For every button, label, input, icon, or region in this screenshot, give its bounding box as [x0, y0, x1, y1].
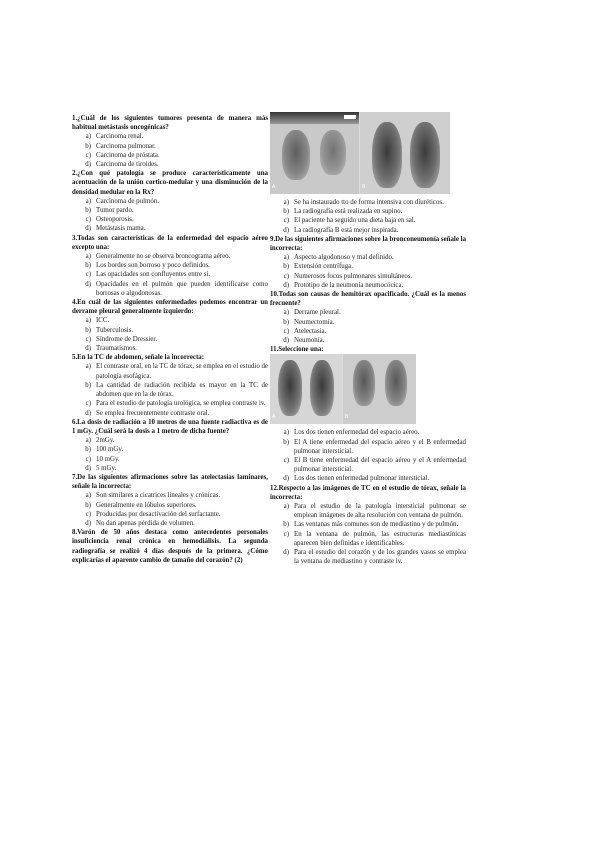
option-text: El B tiene enfermedad del espacio aéreo y el A enfermedad pulmonar intersticial. — [294, 457, 466, 474]
image-label: A — [272, 183, 276, 190]
option-letter: c) — [283, 327, 289, 335]
image-label: B — [362, 183, 366, 190]
option-d — [72, 344, 268, 353]
option-d — [72, 224, 268, 233]
option-d — [270, 336, 466, 345]
option-letter: d) — [283, 475, 289, 483]
option-b — [72, 445, 268, 454]
option-b — [270, 262, 466, 271]
option-b — [72, 381, 268, 399]
option-letter: a) — [283, 309, 289, 317]
option-text: Las opacidades son confluyentes entre sí. — [96, 271, 211, 279]
question-8-options — [270, 198, 466, 235]
option-letter: c) — [85, 335, 91, 343]
option-letter: d) — [85, 519, 91, 527]
xray-image-q11 — [270, 354, 416, 424]
option-c — [72, 510, 268, 519]
option-c — [72, 151, 268, 160]
option-b — [270, 318, 466, 327]
xray-pane-b — [343, 354, 416, 424]
option-letter: a) — [85, 133, 91, 141]
question-text: 6.La dosis de radiación a 10 metros de una fuente radiactiva es de 1 mGy. ¿Cuál será la dosis a 1 metro de dicha fuente? — [72, 418, 268, 435]
question-4 — [72, 298, 268, 353]
right-column — [270, 114, 466, 567]
question-text: 9.De las siguientes afirmaciones sobre la bronconeumonía señale la incorrecta: — [270, 235, 466, 253]
option-text: La radiografía B está mejor inspirada. — [294, 226, 399, 234]
option-d — [72, 519, 268, 528]
option-text: Carcinoma de próstata. — [96, 151, 160, 159]
option-b — [72, 206, 268, 215]
option-letter: d) — [85, 464, 91, 472]
option-text: Carcinoma de pulmón. — [96, 197, 159, 205]
option-text: Para el estudio del corazón y de los grandes vasos se emplea la ventana de mediastino y contraste iv. — [294, 549, 466, 566]
option-text: Numerosos focos pulmonares simultáneos. — [294, 272, 413, 280]
option-text: Se emplea frecuentemente contraste oral. — [96, 409, 210, 417]
option-letter: d) — [85, 225, 91, 233]
option-letter: b) — [283, 208, 289, 216]
xray-pane-b — [360, 112, 450, 194]
option-a — [72, 197, 268, 206]
option-text: El paciente ha seguido una dieta baja en sal. — [294, 217, 416, 225]
option-letter: d) — [85, 345, 91, 353]
option-text: Neumectomía. — [294, 318, 335, 326]
option-a — [270, 198, 466, 207]
question-text: 1.¿Cuál de los siguientes tumores presenta de manera más habitual metástasis oncogénicas? — [72, 115, 268, 132]
option-text: Metástasis mama. — [96, 225, 146, 233]
option-letter: d) — [85, 161, 91, 169]
option-c — [72, 455, 268, 464]
option-b — [72, 501, 268, 510]
option-c — [72, 335, 268, 344]
option-c — [72, 399, 268, 408]
option-text: Producidas por desactivación del surfactante. — [96, 510, 221, 518]
option-text: Los dos tienen enfermedad pulmonar intersticial. — [294, 475, 430, 483]
option-text: Tuberculosis. — [96, 326, 134, 334]
xray-image-q8 — [270, 112, 450, 194]
option-a — [72, 362, 268, 380]
option-text: Atelectasia. — [294, 327, 327, 335]
option-b — [72, 261, 268, 270]
image-label: B — [345, 414, 349, 421]
option-text: Opacidades en el pulmón que pueden identificarse como borrosas o algodonosas. — [96, 280, 268, 297]
option-letter: c) — [283, 217, 289, 225]
option-letter: a) — [283, 254, 289, 262]
option-text: Extensión centrífuga. — [294, 263, 353, 271]
option-letter: b) — [283, 438, 289, 446]
option-text: 5 mGy. — [96, 464, 117, 472]
option-text: Generalmente en lóbulos superiores. — [96, 501, 197, 509]
option-text: Los dos tienen enfermedad del espacio aéreo. — [294, 429, 420, 437]
question-text: 11.Seleccione una: — [270, 346, 324, 354]
question-text: 7.De las siguientes afirmaciones sobre las atelectasias laminares, señale la incorrecta: — [72, 473, 268, 491]
option-letter: b) — [283, 318, 289, 326]
option-a — [72, 132, 268, 141]
option-b — [270, 520, 466, 529]
option-letter: a) — [85, 253, 91, 261]
option-letter: d) — [85, 280, 91, 288]
option-a — [270, 428, 466, 437]
option-text: El contraste oral, en la TC de tórax, se emplea en el estudio de patología esofágica. — [96, 363, 268, 380]
option-d — [72, 409, 268, 418]
question-11 — [270, 345, 466, 483]
option-letter: b) — [85, 142, 91, 150]
option-letter: d) — [283, 281, 289, 289]
option-c — [72, 215, 268, 224]
option-d — [270, 226, 466, 235]
option-letter: b) — [85, 262, 91, 270]
option-letter: a) — [283, 503, 289, 511]
question-6 — [72, 418, 268, 473]
option-d — [270, 548, 466, 566]
option-letter: d) — [283, 226, 289, 234]
option-text: En la ventana de pulmón, las estructuras mediastínicas aparecen bien definidas e identificables. — [294, 530, 466, 547]
question-7 — [72, 473, 268, 528]
option-letter: d) — [283, 549, 289, 557]
question-text: 12.Respecto a las imágenes de TC en el estudio de tórax, señale la incorrecta: — [270, 484, 466, 501]
option-text: ICC. — [96, 317, 110, 325]
option-text: Son similares a cicatrices lineales y crónicas. — [96, 492, 221, 500]
option-d — [72, 464, 268, 473]
question-text: 3.Todas son características de la enfermedad del espacio aéreo excepto una: — [72, 234, 268, 251]
option-c — [270, 456, 466, 474]
image-label: A — [272, 414, 276, 421]
question-text: 2.¿Con qué patología se produce característicamente una acentuación de la unión cortico-medular y una disminución de la densidad medular en la Rx? — [72, 170, 268, 196]
option-a — [72, 491, 268, 500]
option-letter: c) — [283, 272, 289, 280]
option-text: Neumonía. — [294, 337, 325, 345]
option-letter: c) — [85, 510, 91, 518]
option-d — [270, 474, 466, 483]
option-text: Las ventanas más comunes son de mediastino y de pulmón. — [294, 521, 459, 529]
option-text: La radiografía está realizada en supino. — [294, 208, 403, 216]
option-a — [270, 502, 466, 520]
question-3 — [72, 234, 268, 298]
option-letter: a) — [283, 429, 289, 437]
option-text: Para el estudio de patología urológica, se emplea contraste iv. — [96, 400, 266, 408]
option-text: Derrame pleural. — [294, 309, 341, 317]
option-letter: a) — [85, 317, 91, 325]
question-12 — [270, 484, 466, 567]
option-letter: b) — [85, 326, 91, 334]
option-d — [270, 281, 466, 290]
option-letter: d) — [85, 409, 91, 417]
option-letter: c) — [85, 151, 91, 159]
option-a — [72, 316, 268, 325]
question-text: 10.Todas son causas de hemitórax opacificado. ¿Cuál es la menos frecuente? — [270, 291, 466, 308]
option-letter: b) — [283, 521, 289, 529]
question-9 — [270, 235, 466, 290]
option-text: Osteoporosis. — [96, 216, 134, 224]
question-1 — [72, 114, 268, 169]
option-text: No dan apenas pérdida de volumen. — [96, 519, 195, 527]
option-letter: a) — [85, 197, 91, 205]
option-text: Traumatismos. — [96, 345, 137, 353]
option-letter: a) — [283, 199, 289, 206]
option-letter: b) — [85, 501, 91, 509]
question-10 — [270, 290, 466, 345]
option-a — [270, 308, 466, 317]
option-text: Carcinoma pulmonar. — [96, 142, 156, 150]
option-c — [72, 270, 268, 279]
option-c — [270, 272, 466, 281]
option-d — [72, 160, 268, 169]
option-letter: b) — [283, 263, 289, 271]
question-5 — [72, 353, 268, 417]
option-text: Síndrome de Dressier. — [96, 335, 158, 343]
option-letter: b) — [85, 207, 91, 215]
option-letter: c) — [85, 400, 91, 408]
option-text: 10 mGy. — [96, 455, 120, 463]
option-d — [72, 280, 268, 298]
xray-pane-a — [270, 354, 342, 424]
option-b — [72, 326, 268, 335]
option-letter: c) — [85, 455, 91, 463]
question-8 — [72, 528, 268, 565]
option-c — [270, 327, 466, 336]
option-text: Prototipo de la neumonía neumocócica. — [294, 281, 404, 289]
option-letter: c) — [85, 216, 91, 224]
option-a — [72, 436, 268, 445]
option-c — [270, 216, 466, 225]
option-letter: b) — [85, 381, 91, 389]
question-text: 8.Varón de 50 años destaca como antecedentes personales insuficiencia renal crónica en hemodiálisis. La segunda radiografía se realizó 4 días después de la primera. ¿Cómo explicarías el aparente cambio de tamaño del corazón? (2) — [72, 529, 268, 564]
option-a — [270, 253, 466, 262]
option-letter: a) — [85, 363, 91, 371]
question-text: 4.En cuál de las siguientes enfermedades podemos encontrar un derrame pleural generalmente izquierdo: — [72, 299, 268, 316]
left-column — [72, 114, 268, 565]
option-text: 100 mGy. — [96, 446, 124, 454]
option-letter: b) — [85, 446, 91, 454]
question-2 — [72, 169, 268, 233]
question-text: 5.En la TC de abdomen, señale la incorrecta: — [72, 354, 205, 362]
option-text: Carcinoma de tiroides. — [96, 161, 159, 169]
option-letter: c) — [283, 457, 289, 465]
option-text: Tumor pardo. — [96, 207, 134, 215]
option-c — [270, 530, 466, 548]
option-a — [72, 252, 268, 261]
option-letter: a) — [85, 492, 91, 500]
option-text: El A tiene enfermedad del espacio aéreo y el B enfermedad pulmonar intersticial. — [294, 438, 466, 455]
option-text: Carcinoma renal. — [96, 133, 144, 141]
option-letter: d) — [283, 337, 289, 345]
option-letter: c) — [85, 271, 91, 279]
option-b — [270, 438, 466, 456]
option-text: Los bordes son borroso y poco definidos. — [96, 262, 210, 270]
option-text: 2mGy. — [96, 437, 115, 445]
xray-pane-a — [270, 112, 359, 194]
option-text: Generalmente no se observa broncograma aéreo. — [96, 253, 231, 261]
option-text: La cantidad de radiación recibida es mayor en la TC de abdomen que en la de tórax. — [96, 381, 268, 399]
option-text: Se ha instaurado tto de forma intensiva con diuréticos. — [294, 199, 444, 206]
option-letter: a) — [85, 437, 91, 445]
option-b — [270, 207, 466, 216]
option-letter: c) — [283, 530, 289, 538]
option-b — [72, 142, 268, 151]
option-text: Aspecto algodonoso y mal definido. — [294, 254, 394, 262]
option-text: Para el estudio de la patología intersticial pulmonar se emplean imágenes de alta resolución con ventana de pulmón. — [294, 503, 466, 520]
